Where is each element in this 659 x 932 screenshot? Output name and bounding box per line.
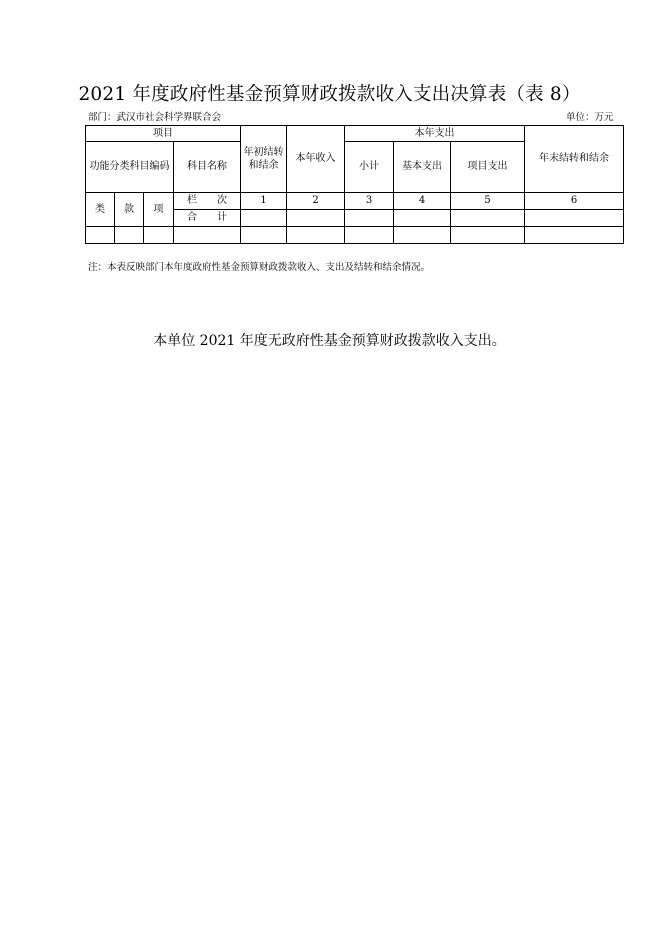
empty-cell [394,227,451,244]
no-data-statement: 本单位 2021 年度无政府性基金预算财政拨款收入支出。 [153,333,506,349]
header-closing-balance: 年末结转和结余 [525,126,624,193]
budget-table [85,125,624,244]
header-basic-expense: 基本支出 [394,142,451,193]
total-cell [345,210,394,227]
header-annual-expense: 本年支出 [345,126,525,142]
header-project-expense: 项目支出 [451,142,525,193]
empty-row [86,227,624,244]
header-subject-name: 科目名称 [174,142,241,193]
total-label: 合 计 [174,210,241,227]
table-title: 2021 年度政府性基金预算财政拨款收入支出决算表（表 8） [78,84,581,105]
empty-cell [241,227,287,244]
empty-cell [451,227,525,244]
header-opening-balance: 年初结转和结余 [241,126,287,193]
total-cell [287,210,345,227]
column-number-2: 2 [287,193,345,210]
header-item: 项目 [86,126,241,142]
empty-cell [174,227,241,244]
empty-cell [144,227,174,244]
column-number-1: 1 [241,193,287,210]
department-label: 部门：武汉市社会科学界联合会 [88,112,222,123]
column-number-row [86,193,624,210]
code-label-lei: 类 [86,193,115,227]
header-subtotal: 小计 [345,142,394,193]
empty-cell [287,227,345,244]
header-func-code: 功能分类科目编码 [86,142,174,193]
total-cell [451,210,525,227]
column-number-4: 4 [394,193,451,210]
empty-cell [86,227,115,244]
column-row-label: 栏 次 [174,193,241,210]
header-annual-income: 本年收入 [287,126,345,193]
total-cell [241,210,287,227]
empty-cell [345,227,394,244]
table-note: 注：本表反映部门本年度政府性基金预算财政拨款收入、支出及结转和结余情况。 [88,262,431,273]
code-label-kuan: 款 [115,193,144,227]
column-number-3: 3 [345,193,394,210]
empty-cell [525,227,624,244]
total-cell [394,210,451,227]
header-row-1 [86,126,624,142]
column-number-5: 5 [451,193,525,210]
empty-cell [115,227,144,244]
column-number-6: 6 [525,193,624,210]
total-cell [525,210,624,227]
code-label-xiang: 项 [144,193,174,227]
unit-label: 单位：万元 [566,112,614,123]
